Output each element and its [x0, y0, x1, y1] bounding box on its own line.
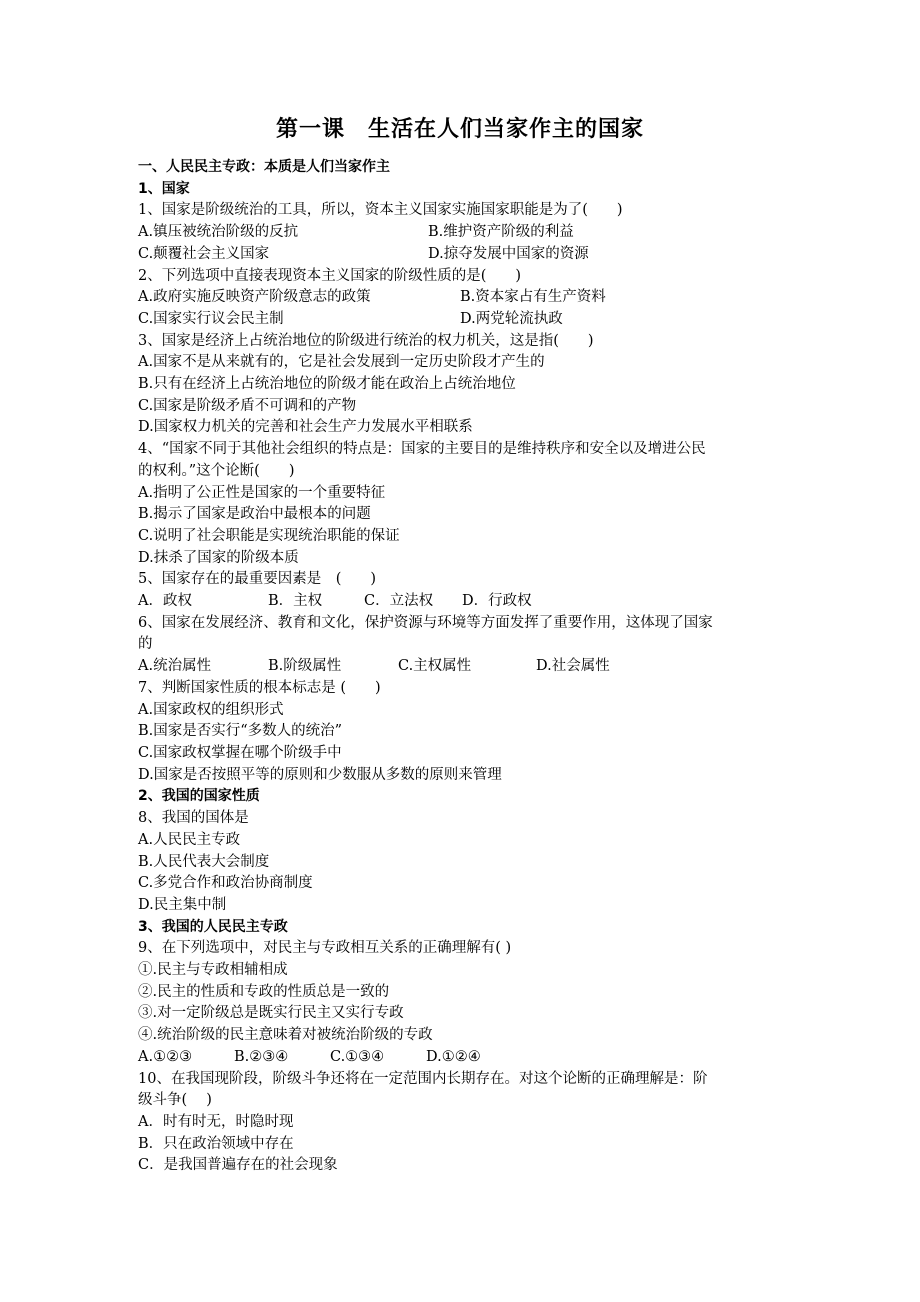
question-4-stem-line-2: 的权利。”这个论断( ) [138, 462, 295, 479]
subsection-heading: 3、我国的人民民主专政 [138, 918, 288, 935]
option-d: D.抹杀了国家的阶级本质 [138, 549, 299, 566]
question-1-stem: 1、国家是阶级统治的工具，所以，资本主义国家实施国家职能是为了( ) [138, 202, 623, 219]
question-2-options-row-2 [138, 309, 790, 331]
option-b: B.人民代表大会制度 [138, 853, 270, 870]
option-c: C．立法权 [364, 593, 434, 610]
option-c: C.国家是阶级矛盾不可调和的产物 [138, 397, 357, 414]
option-a: A.统治属性 [138, 658, 212, 675]
option-b: B.阶级属性 [268, 658, 342, 675]
question-7-stem: 7、判断国家性质的根本标志是 ( ) [138, 679, 381, 696]
option-c: C.①③④ [330, 1048, 385, 1065]
option-d: D.①②④ [426, 1048, 481, 1065]
question-9-options [138, 1047, 790, 1069]
option-b: B.资本家占有生产资料 [460, 289, 606, 306]
option-d: D.民主集中制 [138, 896, 227, 913]
option-c: C.说明了社会职能是实现统治职能的保证 [138, 527, 400, 544]
page-title: 第一课 生活在人们当家作主的国家 [275, 117, 644, 142]
option-a: A.国家政权的组织形式 [138, 701, 284, 718]
question-4-stem-line-1: 4、“国家不同于其他社会组织的特点是：国家的主要目的是维持秩序和安全以及增进公民 [138, 441, 706, 458]
option-a: A.政府实施反映资产阶级意志的政策 [138, 289, 371, 306]
option-b: B．只在政治领域中存在 [138, 1135, 294, 1152]
section-heading: 一、人民民主专政：本质是人们当家作主 [138, 159, 390, 175]
option-b: B.揭示了国家是政治中最根本的问题 [138, 506, 371, 523]
question-10-stem-line-2: 级斗争( ) [138, 1092, 212, 1109]
option-c: C.国家实行议会民主制 [138, 310, 284, 327]
option-d: D.两党轮流执政 [460, 310, 563, 327]
question-8-stem: 8、我国的国体是 [138, 810, 249, 827]
statement-4: ④.统治阶级的民主意味着对被统治阶级的专政 [138, 1027, 433, 1044]
question-2-stem: 2、下列选项中直接表现资本主义国家的阶级性质的是( ) [138, 267, 522, 284]
subsection-heading: 2、我国的国家性质 [138, 788, 260, 805]
option-b: B.只有在经济上占统治地位的阶级才能在政治上占统治地位 [138, 376, 516, 393]
subsection-heading: 1、国家 [138, 180, 190, 197]
question-2-options-row-1 [138, 287, 790, 309]
question-5-stem: 5、国家存在的最重要因素是 ( ) [138, 571, 377, 588]
option-a: A.人民民主专政 [138, 831, 241, 848]
option-d: D.国家是否按照平等的原则和少数服从多数的原则来管理 [138, 766, 502, 783]
option-b: B.②③④ [234, 1048, 289, 1065]
question-5-options [138, 591, 790, 613]
option-c: C.国家政权掌握在哪个阶级手中 [138, 744, 342, 761]
option-a: A.国家不是从来就有的，它是社会发展到一定历史阶段才产生的 [138, 354, 545, 371]
question-6-stem-line-2: 的 [138, 636, 153, 653]
statement-1: ①.民主与专政相辅相成 [138, 962, 288, 979]
option-c: C.主权属性 [398, 658, 472, 675]
option-a: A．政权 [138, 593, 192, 610]
option-b: B．主权 [268, 593, 323, 610]
option-d: D.掠夺发展中国家的资源 [428, 245, 589, 262]
option-a: A.指明了公正性是国家的一个重要特征 [138, 484, 386, 501]
statement-2: ②.民主的性质和专政的性质总是一致的 [138, 983, 390, 1000]
question-10-stem-line-1: 10、在我国现阶段，阶级斗争还将在一定范围内长期存在。对这个论断的正确理解是：阶 [138, 1070, 708, 1087]
statement-3: ③.对一定阶级总是既实行民主又实行专政 [138, 1005, 404, 1022]
option-a: A.镇压被统治阶级的反抗 [138, 224, 299, 241]
question-3-stem: 3、国家是经济上占统治地位的阶级进行统治的权力机关，这是指( ) [138, 332, 594, 349]
question-6-options [138, 656, 790, 678]
option-b: B.国家是否实行“多数人的统治” [138, 723, 343, 740]
option-d: D．行政权 [462, 593, 532, 610]
option-a: A．时有时无，时隐时现 [138, 1113, 294, 1130]
option-d: D.社会属性 [536, 658, 610, 675]
option-b: B.维护资产阶级的利益 [428, 224, 574, 241]
question-9-stem: 9、在下列选项中，对民主与专政相互关系的正确理解有( ) [138, 940, 512, 957]
option-d: D.国家权力机关的完善和社会生产力发展水平相联系 [138, 419, 473, 436]
option-c: C．是我国普遍存在的社会现象 [138, 1157, 338, 1174]
option-c: C.颠覆社会主义国家 [138, 245, 270, 262]
option-c: C.多党合作和政治协商制度 [138, 875, 313, 892]
question-1-options-row-1 [138, 222, 790, 244]
question-1-options-row-2 [138, 244, 790, 266]
question-6-stem-line-1: 6、国家在发展经济、教育和文化，保护资源与环境等方面发挥了重要作用，这体现了国家 [138, 614, 713, 631]
option-a: A.①②③ [138, 1048, 193, 1065]
